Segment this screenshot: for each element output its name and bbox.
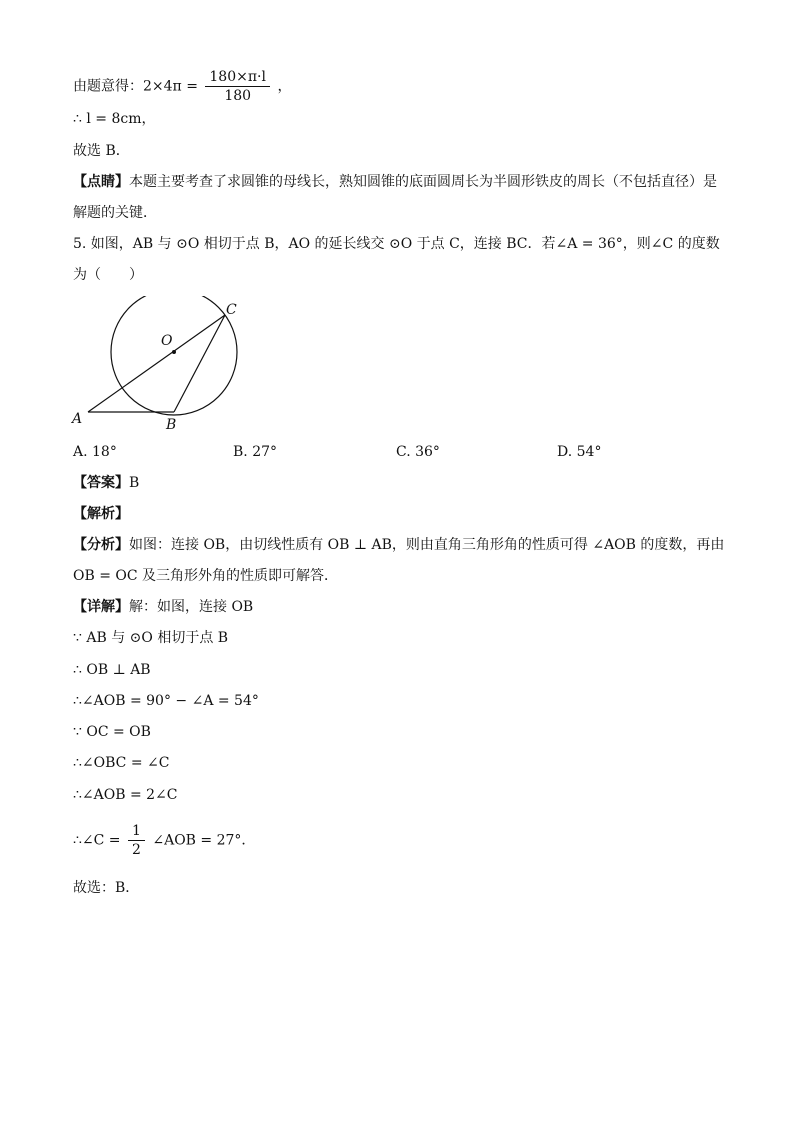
detail-step: ∴∠AOB = 90° − ∠A = 54° [73,693,259,709]
final-fraction [128,822,145,859]
detail-step: ∵ OC = OB [73,724,151,740]
detail-line [73,597,253,617]
label-c: C [226,302,237,318]
circle-o [111,296,237,415]
result-line: ∴ l = 8cm， [73,111,156,127]
center-point [172,350,176,354]
analysis-tag: 【分析】 [73,537,129,553]
analysis-text-1: 如图：连接 OB，由切线性质有 OB ⊥ AB，则由直角三角形角的性质可得 ∠AOB 的度数，再由 [129,537,725,553]
equation-prefix: 由题意得：2×4π = [73,78,198,95]
final-equation-line [73,822,255,859]
final-numerator: 1 [128,822,145,841]
detail-step: ∴∠OBC = ∠C [73,755,170,771]
segment-ac [88,315,225,412]
detail-step: ∵ AB 与 ⊙O 相切于点 B [73,630,229,646]
label-o: O [161,333,173,349]
comment-line-2: 解题的关键． [73,205,157,221]
final-prefix: ∴∠C = [73,832,121,849]
choose-line: 故选 B． [73,143,130,159]
geometry-figure [66,296,256,438]
option-c: C. 36° [396,444,440,460]
answer-tag: 【答案】 [73,475,129,491]
analysis-line-1 [73,535,724,555]
answer-line [73,473,139,493]
comment-tag: 【点睛】 [73,174,129,190]
label-a: A [72,411,83,427]
option-a: A. 18° [73,444,117,460]
detail-step: ∴∠AOB = 2∠C [73,787,178,803]
analysis-heading: 【解析】 [73,506,129,522]
detail-tag: 【详解】 [73,599,129,615]
question-line-1: 5. 如图，AB 与 ⊙O 相切于点 B，AO 的延长线交 ⊙O 于点 C，连接 BC．若∠A = 36°，则∠C 的度数 [73,236,720,252]
option-d: D. 54° [557,444,602,460]
label-b: B [166,417,177,433]
question-line-2: 为（ ） [73,267,143,283]
fraction-denominator: 180 [224,88,252,104]
final-suffix: ∠AOB = 27°． [152,832,256,849]
final-denominator: 2 [131,842,141,858]
comment-line-1 [73,172,717,192]
equation-fraction [205,68,270,105]
equation-line [73,68,291,105]
analysis-line-2: OB = OC 及三角形外角的性质即可解答． [73,568,339,584]
detail-step: ∴ OB ⊥ AB [73,662,151,678]
final-choose-line: 故选：B． [73,880,140,896]
equation-suffix: ， [277,78,292,95]
answer-value: B [129,475,140,491]
comment-text-1: 本题主要考查了求圆锥的母线长，熟知圆锥的底面圆周长为半圆形铁皮的周长（不包括直径）是 [129,174,717,190]
option-b: B. 27° [233,444,278,460]
detail-intro: 解：如图，连接 OB [129,599,254,615]
fraction-numerator: 180×π·l [205,68,270,87]
